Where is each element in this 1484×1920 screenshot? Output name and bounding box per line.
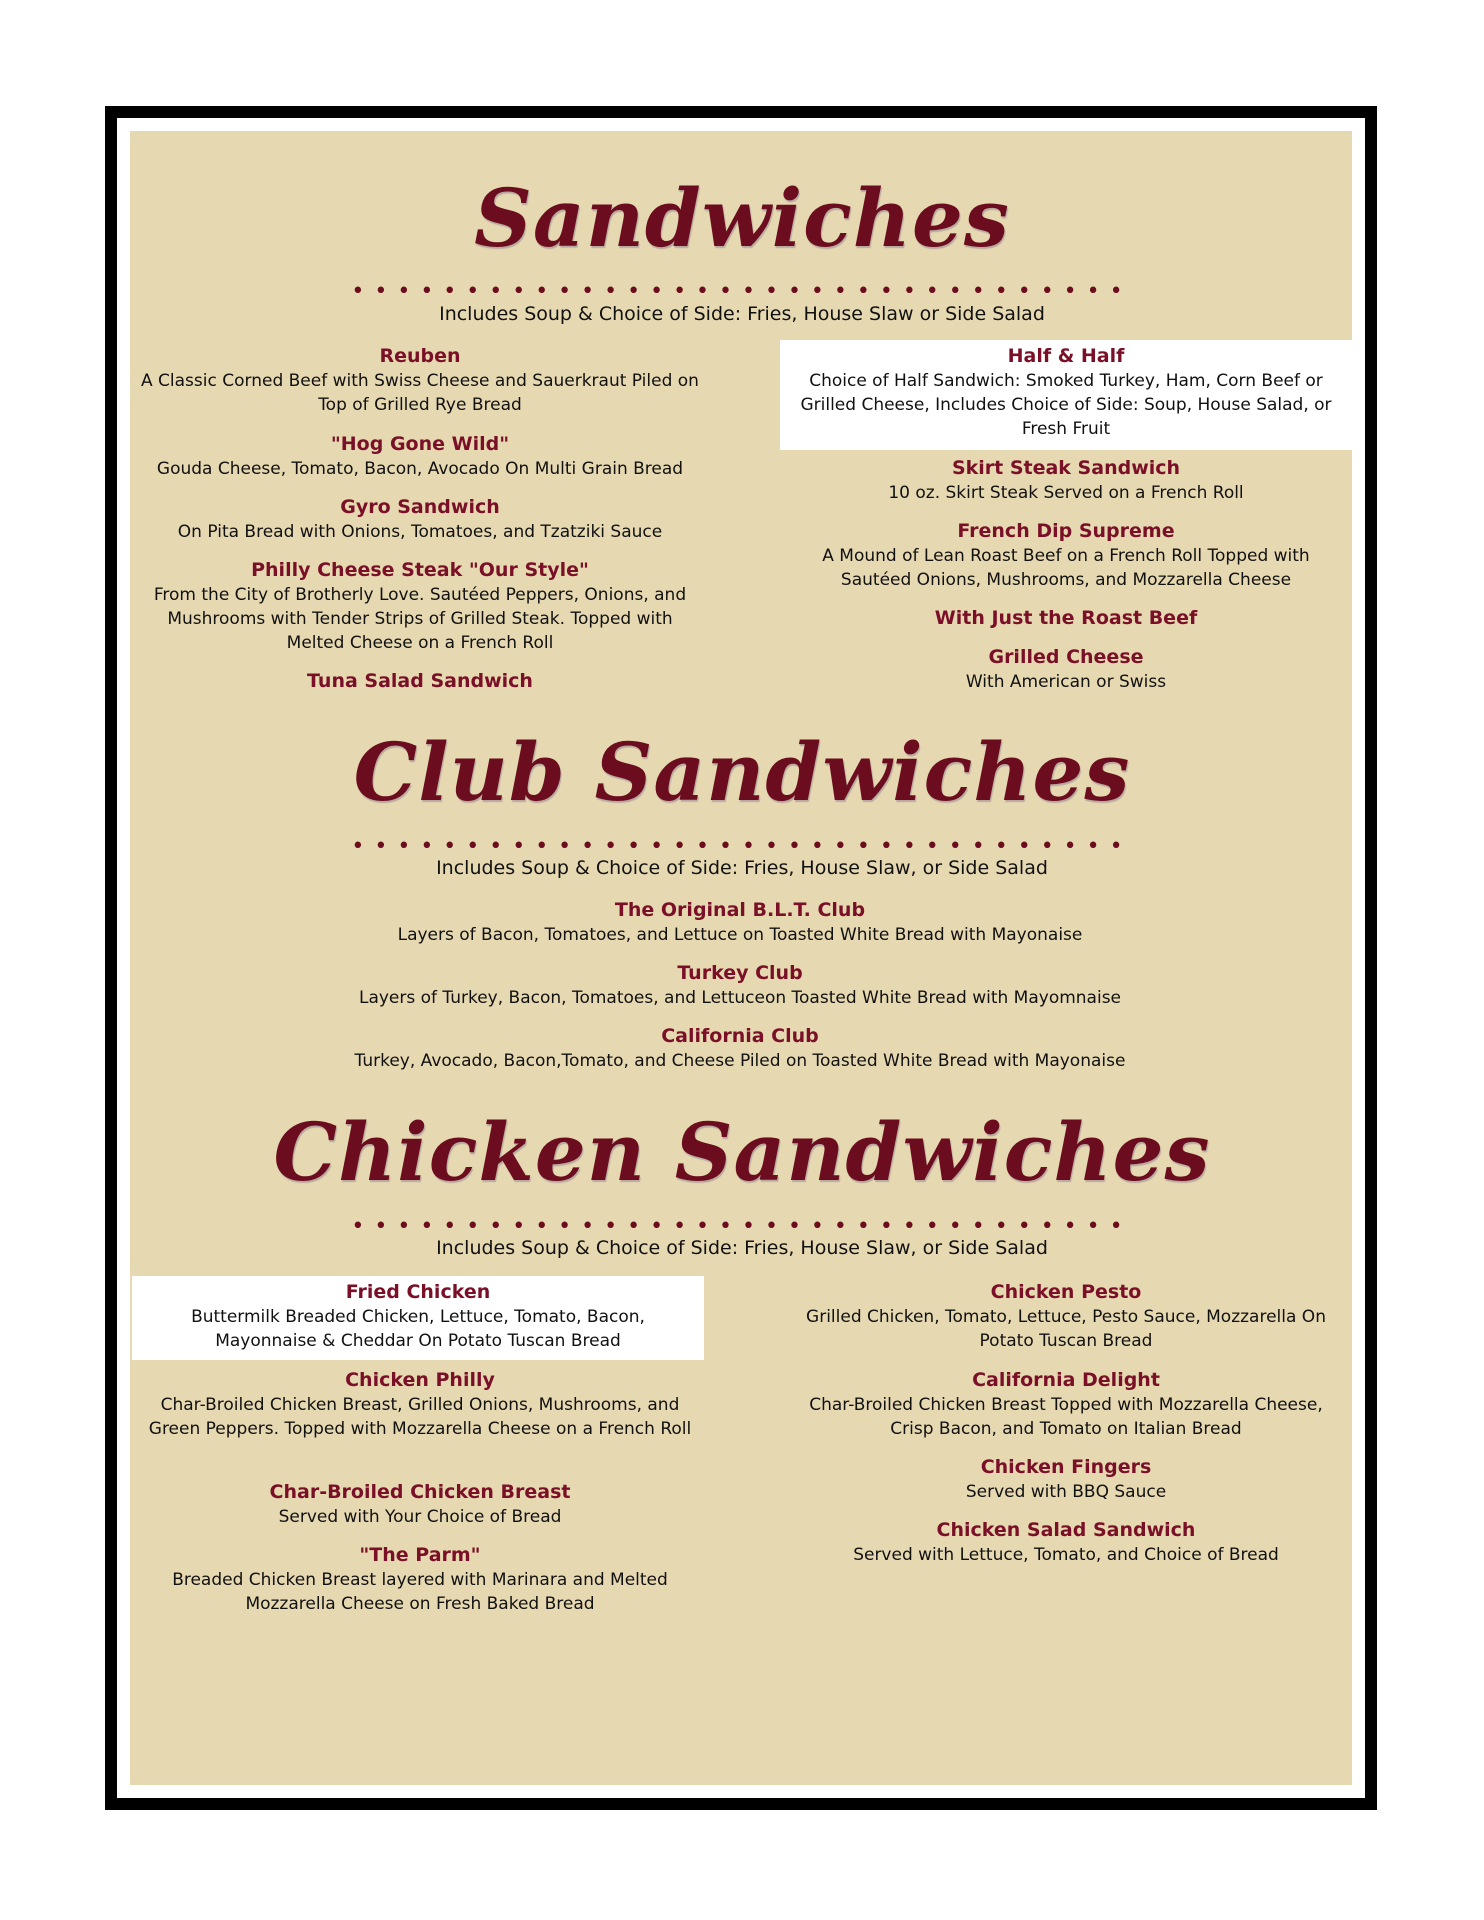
dot-divider: •••••••••••••••••••••••••••••••••• [351,279,1133,304]
item-name: Chicken Salad Sandwich [936,1519,1196,1541]
item-name: Skirt Steak Sandwich [951,457,1181,479]
menu-item-reuben [140,344,700,417]
item-name: Turkey Club [677,962,803,984]
menu-item-tuna-salad [140,669,700,694]
section-subtitle: Includes Soup & Choice of Side: Fries, House Slaw or Side Salad [439,303,1045,325]
menu-item-chicken-fingers [790,1455,1342,1504]
menu-item-hog-gone-wild [140,432,700,481]
item-description: With American or Swiss [965,672,1167,692]
menu-item-grilled-cheese [790,645,1342,694]
menu-item-philly-cheese-steak [140,558,700,655]
item-name: Fried Chicken [345,1281,491,1303]
item-description: Served with Your Choice of Bread [278,1507,562,1527]
item-name: Grilled Cheese [988,646,1144,668]
item-name: California Delight [972,1369,1160,1391]
menu-item-roast-beef [790,606,1342,631]
item-description: On Pita Bread with Onions, Tomatoes, and Tzatziki Sauce [177,522,663,542]
menu-item-chicken-philly [140,1368,700,1441]
item-name: Gyro Sandwich [340,496,500,518]
menu-item-half-and-half [780,340,1352,450]
menu-item-blt-club [140,898,1340,947]
menu-item-gyro [140,495,700,544]
dot-divider: •••••••••••••••••••••••••••••••••• [351,1214,1133,1239]
item-description: A Mound of Lean Roast Beef on a French Roll Topped with Sautéed Onions, Mushrooms, and Mozzarella Cheese [822,546,1310,590]
menu-item-skirt-steak [790,456,1342,505]
item-description: Grilled Chicken, Tomato, Lettuce, Pesto Sauce, Mozzarella On Potato Tuscan Bread [806,1307,1326,1351]
item-description: Char-Broiled Chicken Breast Topped with Mozzarella Cheese, Crisp Bacon, and Tomato on Italian Bread [809,1395,1323,1439]
item-name: Half & Half [1007,345,1125,367]
dot-divider: •••••••••••••••••••••••••••••••••• [351,834,1133,859]
section-subtitle: Includes Soup & Choice of Side: Fries, House Slaw, or Side Salad [436,1237,1048,1259]
item-description: 10 oz. Skirt Steak Served on a French Roll [888,483,1244,503]
item-description: Buttermilk Breaded Chicken, Lettuce, Tomato, Bacon, Mayonnaise & Cheddar On Potato Tuscan Bread [191,1307,645,1351]
item-name: With Just the Roast Beef [934,607,1198,629]
item-description: Served with BBQ Sauce [965,1482,1167,1502]
section-title-chicken-sandwiches: Chicken Sandwiches [273,1105,1211,1199]
section-subtitle: Includes Soup & Choice of Side: Fries, House Slaw, or Side Salad [436,857,1048,879]
item-name: The Original B.L.T. Club [614,899,866,921]
item-description: Breaded Chicken Breast layered with Marinara and Melted Mozzarella Cheese on Fresh Baked Bread [172,1570,668,1614]
item-name: Char-Broiled Chicken Breast [269,1481,571,1503]
item-name: "The Parm" [359,1544,481,1566]
section-title-club-sandwiches: Club Sandwiches [353,725,1131,819]
item-description: A Classic Corned Beef with Swiss Cheese and Sauerkraut Piled on Top of Grilled Rye Bread [141,371,699,415]
item-description: Choice of Half Sandwich: Smoked Turkey, Ham, Corn Beef or Grilled Cheese, Includes Choice of Side: Soup, House Salad, or Fresh Fruit [800,371,1332,439]
item-name: Chicken Fingers [980,1456,1152,1478]
item-name: Tuna Salad Sandwich [307,670,533,692]
menu-item-fried-chicken [132,1276,704,1360]
item-name: Reuben [379,345,461,367]
item-name: Chicken Philly [345,1369,495,1391]
item-description: Char-Broiled Chicken Breast, Grilled Onions, Mushrooms, and Green Peppers. Topped with Mozzarella Cheese on a French Roll [148,1395,692,1439]
item-name: California Club [661,1025,819,1047]
item-description: Layers of Bacon, Tomatoes, and Lettuce on Toasted White Bread with Mayonaise [397,925,1083,945]
item-name: "Hog Gone Wild" [330,433,510,455]
item-description: From the City of Brotherly Love. Sautéed Peppers, Onions, and Mushrooms with Tender Strips of Grilled Steak. Topped with Melted Cheese on a French Roll [153,585,687,653]
item-description: Served with Lettuce, Tomato, and Choice of Bread [853,1545,1279,1565]
menu-item-french-dip [790,519,1342,592]
menu-item-turkey-club [140,961,1340,1010]
item-description: Layers of Turkey, Bacon, Tomatoes, and Lettuceon Toasted White Bread with Mayomnaise [358,988,1122,1008]
menu-item-char-broiled-chicken [140,1480,700,1529]
menu-item-california-delight [790,1368,1342,1441]
section-title-sandwiches: Sandwiches [474,171,1010,265]
item-description: Gouda Cheese, Tomato, Bacon, Avocado On Multi Grain Bread [156,459,684,479]
item-description: Turkey, Avocado, Bacon,Tomato, and Cheese Piled on Toasted White Bread with Mayonaise [354,1051,1126,1071]
menu-item-the-parm [140,1543,700,1616]
menu-item-chicken-pesto [790,1280,1342,1353]
item-name: French Dip Supreme [957,520,1175,542]
menu-item-chicken-salad [790,1518,1342,1567]
item-name: Philly Cheese Steak "Our Style" [251,559,589,581]
menu-item-california-club [140,1024,1340,1073]
item-name: Chicken Pesto [990,1281,1142,1303]
